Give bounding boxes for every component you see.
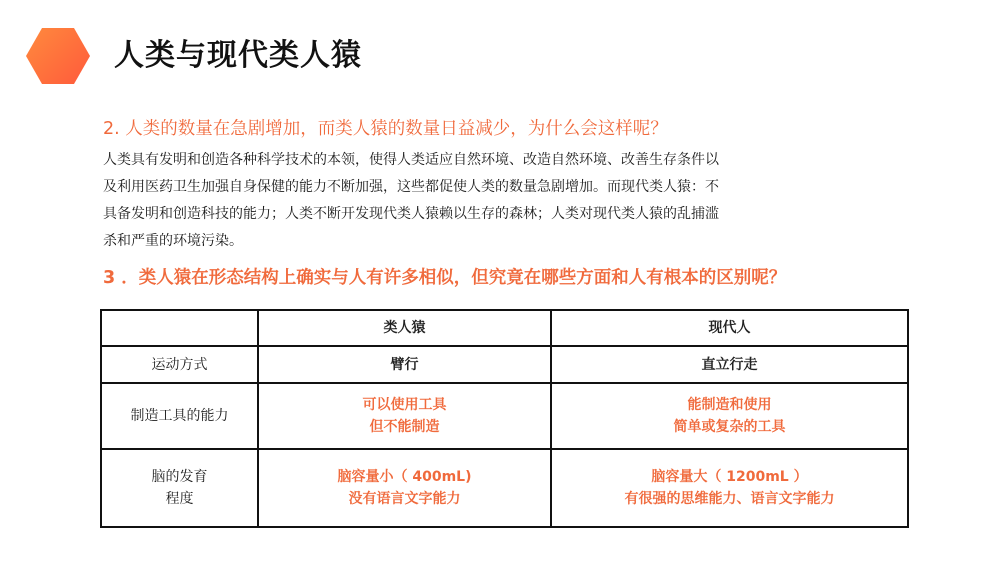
human-cell: [551, 383, 908, 449]
ape-cell: [258, 449, 551, 527]
human-cell-line: 有很强的思维能力、语言文字能力: [624, 491, 835, 507]
table-row: [101, 449, 908, 527]
row-label: [101, 346, 258, 383]
ape-cell-line: 臂行: [390, 356, 419, 373]
header-human: 现代人: [551, 310, 908, 346]
row-label-line: 制造工具的能力: [130, 408, 229, 424]
human-cell: [551, 449, 908, 527]
hexagon-icon: [26, 28, 90, 84]
slide-title: 人类与现代类人猿: [114, 38, 362, 73]
row-label-line: 程度: [165, 491, 194, 507]
answer-line: 具备发明和创造科技的能力；人类不断开发现代类人猿赖以生存的森林；人类对现代类人猿的乱捕滥: [103, 206, 719, 222]
table-header-row: [101, 310, 908, 346]
question-3: 3 ．类人猿在形态结构上确实与人有许多相似，但究竟在哪些方面和人有根本的区别呢？: [103, 268, 787, 288]
ape-cell: [258, 346, 551, 383]
human-cell-line: 直立行走: [701, 356, 758, 373]
row-label: [101, 383, 258, 449]
human-cell-line: 能制造和使用: [687, 397, 772, 413]
human-cell: [551, 346, 908, 383]
ape-cell-line: 可以使用工具: [362, 397, 447, 413]
ape-cell-line: 但不能制造: [369, 419, 440, 435]
ape-cell-line: 没有语言文字能力: [348, 491, 461, 507]
question-2: 2. 人类的数量在急剧增加，而类人猿的数量日益减少，为什么会这样呢？: [103, 119, 668, 139]
answer-2: [103, 147, 838, 255]
header-ape: 类人猿: [258, 310, 551, 346]
row-label-line: 脑的发育: [151, 469, 208, 485]
answer-line: 及利用医药卫生加强自身保健的能力不断加强，这些都促使人类的数量急剧增加。而现代类人猿：不: [103, 179, 719, 195]
human-cell-line: 脑容量大（ 1200mL ）: [651, 469, 808, 485]
answer-line: 杀和严重的环境污染。: [103, 233, 243, 249]
table-row: [101, 383, 908, 449]
header-blank: [101, 310, 258, 346]
comparison-table: [100, 309, 909, 528]
row-label: [101, 449, 258, 527]
answer-line: 人类具有发明和创造各种科学技术的本领，使得人类适应自然环境、改造自然环境、改善生存条件以: [103, 152, 719, 168]
ape-cell: [258, 383, 551, 449]
table-row: [101, 346, 908, 383]
human-cell-line: 简单或复杂的工具: [673, 419, 786, 435]
row-label-line: 运动方式: [151, 356, 208, 373]
ape-cell-line: 脑容量小（ 400mL): [337, 469, 472, 485]
